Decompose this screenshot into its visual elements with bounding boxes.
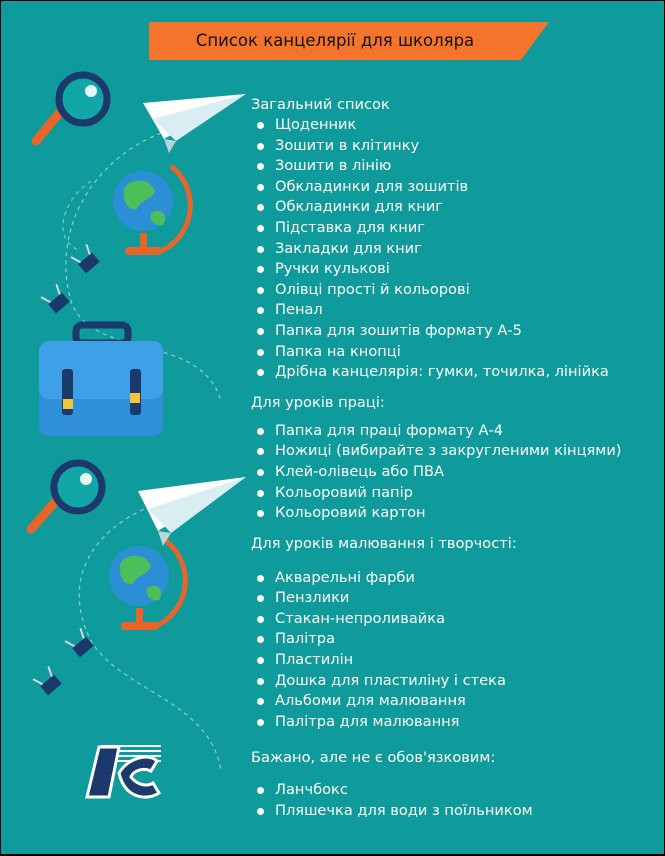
list-item: Ножиці (вибирайте з закругленими кінцями) (251, 441, 661, 462)
list-item: Папка для зошитів формату А-5 (251, 321, 661, 342)
item-list (251, 115, 661, 383)
section-title: Для уроків малювання і творчості: (251, 534, 517, 552)
list-item: Пенал (251, 300, 661, 321)
list-item: Олівці прості й кольорові (251, 280, 661, 301)
item-list (251, 568, 661, 733)
list-item: Кольоровий картон (251, 503, 661, 524)
list-item: Підставка для книг (251, 218, 661, 239)
list-item: Клей-олівець або ПВА (251, 462, 661, 483)
list-item: Папка на кнопці (251, 342, 661, 363)
list-item: Закладки для книг (251, 239, 661, 260)
list-item: Кольоровий папір (251, 483, 661, 504)
item-list (251, 780, 661, 821)
paper-plane-icon (138, 477, 246, 546)
list-item: Пластилін (251, 650, 661, 671)
list-item: Палітра (251, 629, 661, 650)
list-item: Обкладинки для зошитів (251, 177, 661, 198)
checklist (251, 95, 661, 822)
section-title: Для уроків праці: (251, 393, 385, 411)
decorations (1, 1, 251, 854)
list-item: Палітра для малювання (251, 712, 661, 733)
section-general (251, 95, 661, 383)
logo-k (87, 745, 161, 797)
section-title: Загальний список (251, 96, 390, 113)
page-title: Список канцелярії для школяра (195, 31, 475, 50)
list-item: Ручки кулькові (251, 259, 661, 280)
binder-clip-icon (65, 628, 94, 658)
list-item: Пляшечка для води з поїльником (251, 801, 661, 822)
section-optional (251, 748, 661, 821)
item-list (251, 421, 661, 524)
section-title: Бажано, але не є обов'язковим: (251, 749, 496, 767)
paper-plane-icon (143, 94, 246, 153)
list-item: Зошити в лінію (251, 156, 661, 177)
list-item: Акварельні фарби (251, 568, 661, 589)
magnifier-icon (36, 75, 107, 141)
briefcase-icon (39, 325, 163, 436)
list-item: Папка для праці формату А-4 (251, 421, 661, 442)
list-item: Дрібна канцелярія: гумки, точилка, лінійка (251, 362, 661, 383)
list-item: Зошити в клітинку (251, 136, 661, 157)
section-labor (251, 393, 661, 524)
list-item: Альбоми для малювання (251, 691, 661, 712)
list-item: Стакан-непроливайка (251, 609, 661, 630)
list-item: Пензлики (251, 588, 661, 609)
globe-icon (113, 166, 190, 255)
binder-clip-icon (33, 666, 62, 696)
page (1, 1, 664, 854)
section-art (251, 534, 661, 733)
globe-icon (109, 541, 185, 630)
list-item: Ланчбокс (251, 780, 661, 801)
list-item: Обкладинки для книг (251, 197, 661, 218)
binder-clip-icon (41, 284, 70, 314)
list-item: Щоденник (251, 115, 661, 136)
magnifier-icon (31, 463, 102, 529)
list-item: Дошка для пластиліну і стека (251, 671, 661, 692)
